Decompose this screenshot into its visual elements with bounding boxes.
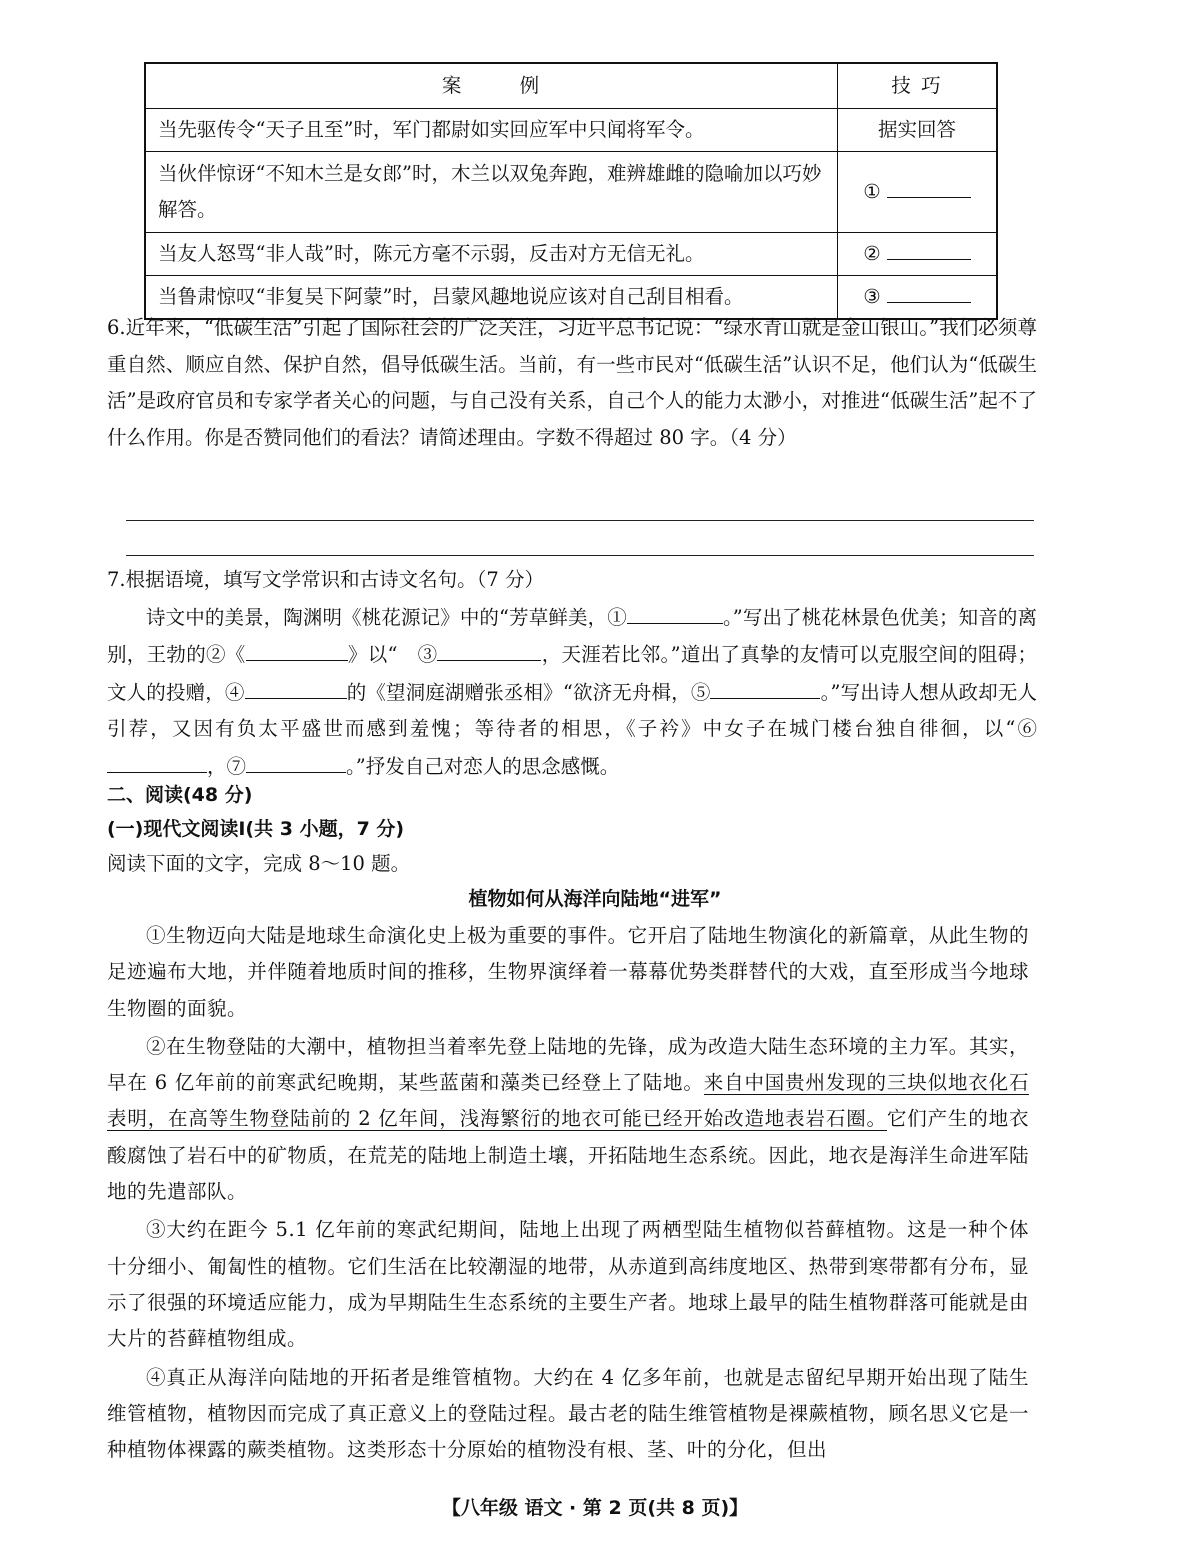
q7-text: 。”写出诗人想从政却无人引荐，又因有负太平盛世而感到羞愧；等待者的相思，《子衿》中女子在城门楼台独自徘徊，以“⑥ — [107, 680, 1037, 740]
paragraph-2 — [107, 1029, 1029, 1210]
answer-number: ② — [863, 242, 881, 265]
article-title: 植物如何从海洋向陆地“进军” — [468, 888, 722, 910]
section-2-heading: 二、阅读(48 分) — [107, 784, 253, 806]
q7-text: 。”抒发自己对恋人的思念感慨。 — [346, 754, 620, 778]
paragraph-1: ①生物迈向大陆是地球生命演化史上极为重要的事件。它开启了陆地生物演化的新篇章，从此生物的足迹遍布大地，并伴随着地质时间的推移，生物界演绎着一幕幕优势类群替代的大戏，直至形成当今地球生物圈的面貌。 — [107, 924, 1029, 1020]
article-body — [107, 918, 1029, 1468]
table-row — [145, 233, 997, 276]
header-case: 案 例 — [145, 63, 838, 109]
q7-text: 的《望洞庭湖赠张丞相》“欲济无舟楫，⑤ — [346, 680, 711, 704]
answer-line[interactable] — [126, 555, 1034, 556]
fill-blank-4[interactable] — [245, 674, 347, 699]
table-row — [145, 109, 997, 152]
reading-instruction: 阅读下面的文字，完成 8～10 题。 — [107, 852, 411, 875]
table-row — [145, 152, 997, 233]
case-cell: 当友人怒骂“非人哉”时，陈元方毫不示弱，反击对方无信无礼。 — [145, 233, 838, 276]
q7-text: 》以“ ③ — [347, 643, 438, 666]
paragraph-3: ③大约在距今 5.1 亿年前的寒武纪期间，陆地上出现了两栖型陆生植物似苔藓植物。这是一种个体十分细小、匍匐性的植物。它们生活在比较潮湿的地带，从赤道到高纬度地区、热带到寒带都有分布，显示了很强的环境适应能力，成为早期陆生生态系统的主要生产者。地球上最早的陆生植物群落可能就是由大片的苔藓植物组成。 — [107, 1218, 1029, 1351]
technique-cell — [838, 152, 998, 233]
fill-blank-6[interactable] — [107, 748, 207, 773]
case-technique-table — [144, 62, 998, 320]
fill-blank-1[interactable] — [627, 599, 723, 624]
technique-cell: 据实回答 — [838, 109, 998, 152]
paragraph-2-text: 它们产生的地衣酸腐蚀了岩石中的矿物质，在荒芜的陆地上制造土壤，开拓陆地生态系统。因此，地衣是海洋生命进军陆地的先遣部队。 — [107, 1107, 1029, 1204]
underlined-sentence: 来自中国贵州发现的三块似地衣化石表明，在高等生物登陆前的 2 亿年间，浅海繁衍的地衣可能已经开始改造地表岩石圈。 — [107, 1071, 1029, 1131]
question-7 — [107, 562, 1037, 785]
fill-blank-7[interactable] — [246, 748, 346, 773]
case-cell: 当伙伴惊讶“不知木兰是女郎”时，木兰以双兔奔跑，难辨雄雌的隐喻加以巧妙解答。 — [145, 152, 838, 233]
table-header-row — [145, 63, 997, 109]
case-cell: 当先驱传令“天子且至”时，军门都尉如实回应军中只闻将军令。 — [145, 109, 838, 152]
technique-cell — [838, 233, 998, 276]
header-technique: 技 巧 — [838, 63, 998, 109]
answer-line[interactable] — [126, 520, 1034, 521]
page-footer: 【八年级 语文 · 第 2 页(共 8 页)】 — [441, 1497, 749, 1519]
subsection-heading: (一)现代文阅读Ⅰ(共 3 小题，7 分) — [107, 818, 405, 840]
q7-text: 。”写出了桃花林景色优美；知音的离别，王勃的②《 — [107, 605, 1037, 666]
question-7-body — [107, 599, 1037, 786]
question-7-heading: 7.根据语境，填写文学常识和古诗文名句。（7 分） — [107, 568, 544, 591]
answer-blank[interactable] — [887, 280, 971, 303]
fill-blank-2[interactable] — [246, 636, 348, 661]
q7-text: ，天涯若比邻。”道出了真挚的友情可以克服空间的阻碍；文人的投赠，④ — [107, 643, 1037, 704]
q7-text: 诗文中的美景，陶渊明《桃花源记》中的“芳草鲜美，① — [146, 605, 627, 629]
question-6: 6.近年来，“低碳生活”引起了国际社会的广泛关注，习近平总书记说：“绿水青山就是金山银山。”我们必须尊重自然、顺应自然、保护自然，倡导低碳生活。当前，有一些市民对“低碳生活”认识不足，他们认为“低碳生活”是政府官员和专家学者关心的问题，与自己没有关系，自己个人的能力太渺小，对推进“低碳生活”起不了什么作用。你是否赞同他们的看法？请简述理由。字数不得超过 80 字。（4 分） — [107, 316, 1037, 449]
paragraph-4: ④真正从海洋向陆地的开拓者是维管植物。大约在 4 亿多年前，也就是志留纪早期开始出现了陆生维管植物，植物因而完成了真正意义上的登陆过程。最古老的陆生维管植物是裸蕨植物，顾名思义它是一种植物体裸露的蕨类植物。这类形态十分原始的植物没有根、茎、叶的分化，但出 — [107, 1365, 1029, 1462]
paragraph-2-text: ②在生物登陆的大潮中，植物担当着率先登上陆地的先锋，成为改造大陆生态环境的主力军。其实，早在 6 亿年前的前寒武纪晚期，某些蓝菌和藻类已经登上了陆地。 — [107, 1034, 1029, 1095]
q7-text: ，⑦ — [207, 754, 247, 778]
fill-blank-5[interactable] — [710, 674, 820, 699]
case-cell: 当鲁肃惊叹“非复吴下阿蒙”时，吕蒙风趣地说应该对自己刮目相看。 — [145, 276, 838, 320]
answer-blank[interactable] — [887, 175, 971, 198]
answer-number: ① — [863, 180, 881, 203]
answer-number: ③ — [863, 285, 881, 308]
answer-blank[interactable] — [887, 237, 971, 260]
fill-blank-3[interactable] — [437, 636, 541, 661]
